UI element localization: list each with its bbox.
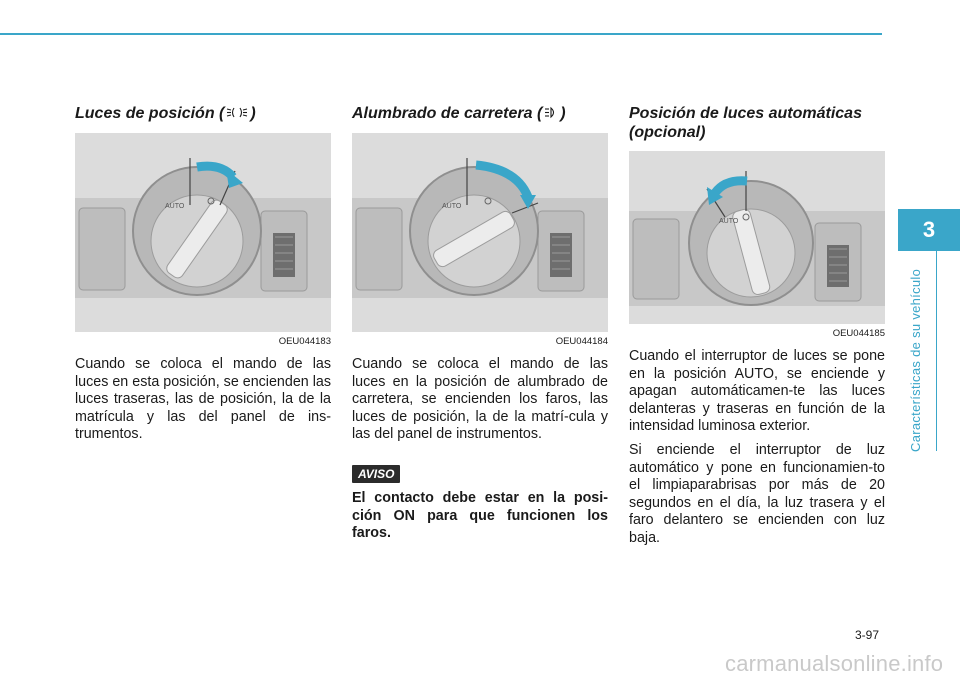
section-heading	[352, 104, 608, 133]
section-heading	[629, 104, 885, 151]
heading-text-end: )	[560, 105, 566, 122]
section-high-beam	[352, 104, 608, 543]
heading-text-end: )	[250, 105, 256, 122]
dial-auto-label: AUTO	[442, 203, 462, 210]
page-number: 3-97	[855, 628, 880, 642]
notice-badge: AVISO	[352, 465, 400, 483]
headlight-icon	[544, 105, 558, 124]
dial-auto-label: AUTO	[165, 203, 185, 210]
chapter-title-text: Características de su vehículo	[908, 268, 923, 452]
heading-line-2: (opcional)	[629, 124, 706, 141]
paragraph: Si enciende el interruptor de luz automático y pone en funcionamien-to el limpiaparabrisas por más de 20 segundos en el día, la luz trasera y el faro delantero se encienden con luz baja.	[629, 441, 885, 546]
section-heading	[75, 104, 331, 133]
chapter-number-tab: 3	[898, 209, 960, 251]
notice-text: El contacto debe estar en la posi-ción ON para que funcionen los faros.	[352, 489, 608, 542]
figure-code: OEU044184	[555, 336, 608, 347]
paragraph: Cuando se coloca el mando de las luces en la posición de alumbrado de carretera, se encienden los faros, las luces de posición, la de la matrí-cula y las del panel de instrumentos.	[352, 356, 608, 443]
paragraph: Cuando el interruptor de luces se pone en la posición AUTO, se enciende y apagan automáticamen-te las luces delanteras y traseras en función de la intensidad luminosa exterior.	[629, 348, 885, 435]
chapter-divider	[936, 251, 937, 451]
heading-text: Alumbrado de carretera (	[352, 105, 543, 122]
section-parking-lights	[75, 104, 331, 444]
dial-auto-label: AUTO	[719, 218, 739, 225]
heading-text: Luces de posición (	[75, 105, 225, 122]
headlight-switch-figure	[629, 151, 885, 324]
headlight-switch-figure	[75, 133, 331, 332]
heading-line-1: Posición de luces automáticas	[629, 105, 862, 122]
figure-code: OEU044185	[832, 328, 885, 339]
headlight-switch-figure	[352, 133, 608, 332]
figure-code: OEU044183	[278, 336, 331, 347]
parking-light-icon	[226, 105, 248, 124]
section-auto-lights	[629, 104, 885, 548]
chapter-title	[908, 262, 936, 452]
paragraph: Cuando se coloca el mando de las luces en esta posición, se encienden las luces traseras, las de posición, la de la matrícula y las del panel de ins-trumentos.	[75, 356, 331, 443]
header-rule	[0, 33, 882, 35]
watermark: carmanualsonline.info	[725, 651, 944, 676]
